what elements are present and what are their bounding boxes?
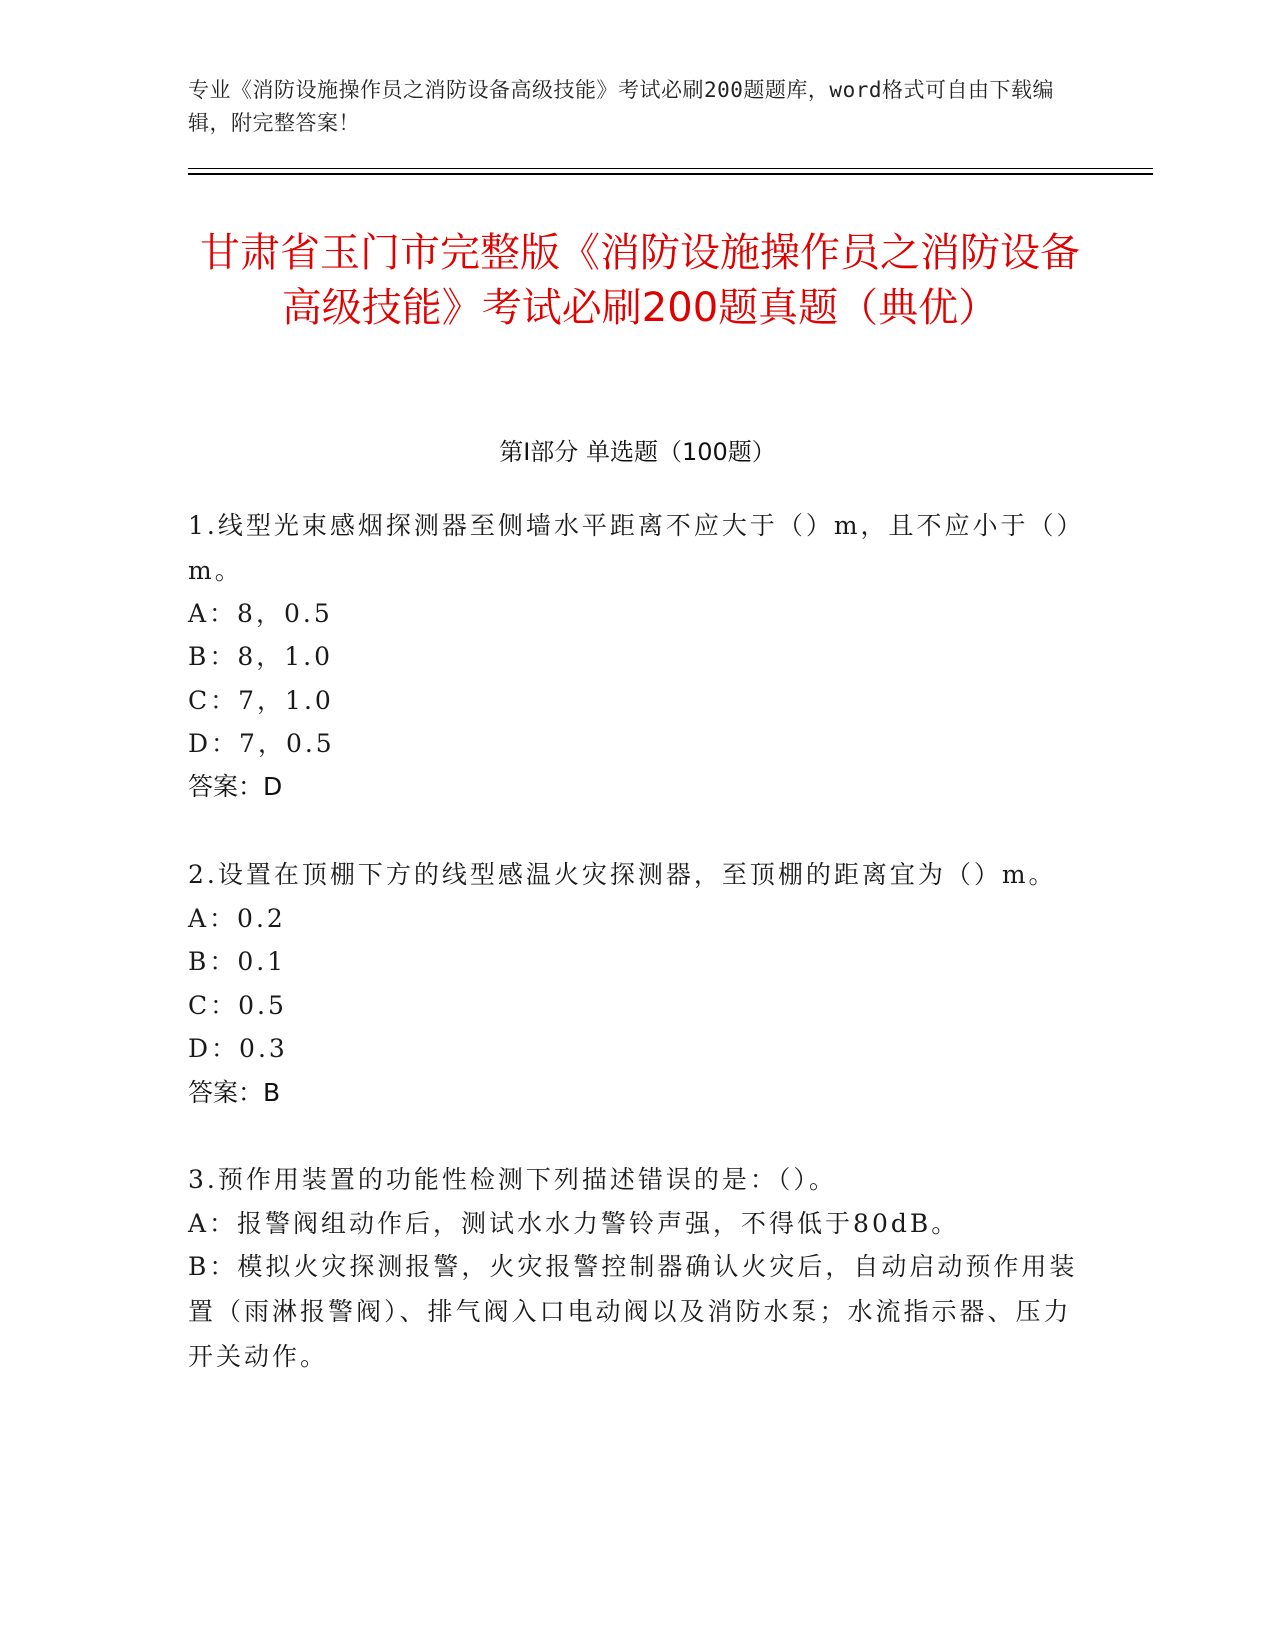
question-1-option-b: B：8，1.0	[188, 642, 334, 671]
question-2-stem: 2.设置在顶棚下方的线型感温火灾探测器，至顶棚的距离宜为（）m。	[188, 860, 1057, 889]
question-1-stem: 1.线型光束感烟探测器至侧墙水平距离不应大于（）m，且不应小于（）m。	[188, 511, 1073, 585]
section-heading: 第Ⅰ部分 单选题（100题）	[499, 438, 776, 466]
question-3-option-b: B：模拟火灾探测报警，火灾报警控制器确认火灾后，自动启动预作用装置（雨淋报警阀）、排气阀入口电动阀以及消防水泵；水流指示器、压力开关动作。	[188, 1252, 1078, 1371]
question-1-answer: 答案：D	[188, 772, 283, 801]
question-3-option-a: A：报警阀组动作后，测试水水力警铃声强，不得低于80dB。	[188, 1209, 960, 1238]
question-2-option-a: A：0.2	[188, 904, 286, 933]
question-2-answer: 答案：B	[188, 1078, 281, 1107]
question-1-option-c: C：7，1.0	[188, 686, 334, 715]
question-2-option-b: B：0.1	[188, 947, 287, 976]
document-title: 甘肃省玉门市完整版《消防设施操作员之消防设备高级技能》考试必刷200题真题（典优）	[200, 230, 1080, 331]
intro-text: 专业《消防设施操作员之消防设备高级技能》考试必刷200题题库，word格式可自由下载编辑，附完整答案！	[188, 78, 1054, 135]
header-divider-thin	[188, 168, 1153, 169]
question-2-option-c: C：0.5	[188, 991, 287, 1020]
header-divider-thick	[188, 173, 1153, 175]
question-3-stem: 3.预作用装置的功能性检测下列描述错误的是：（）。	[188, 1165, 837, 1194]
question-1-option-d: D：7，0.5	[188, 729, 335, 758]
question-1-option-a: A：8，0.5	[188, 599, 333, 628]
question-2-option-d: D：0.3	[188, 1034, 288, 1063]
